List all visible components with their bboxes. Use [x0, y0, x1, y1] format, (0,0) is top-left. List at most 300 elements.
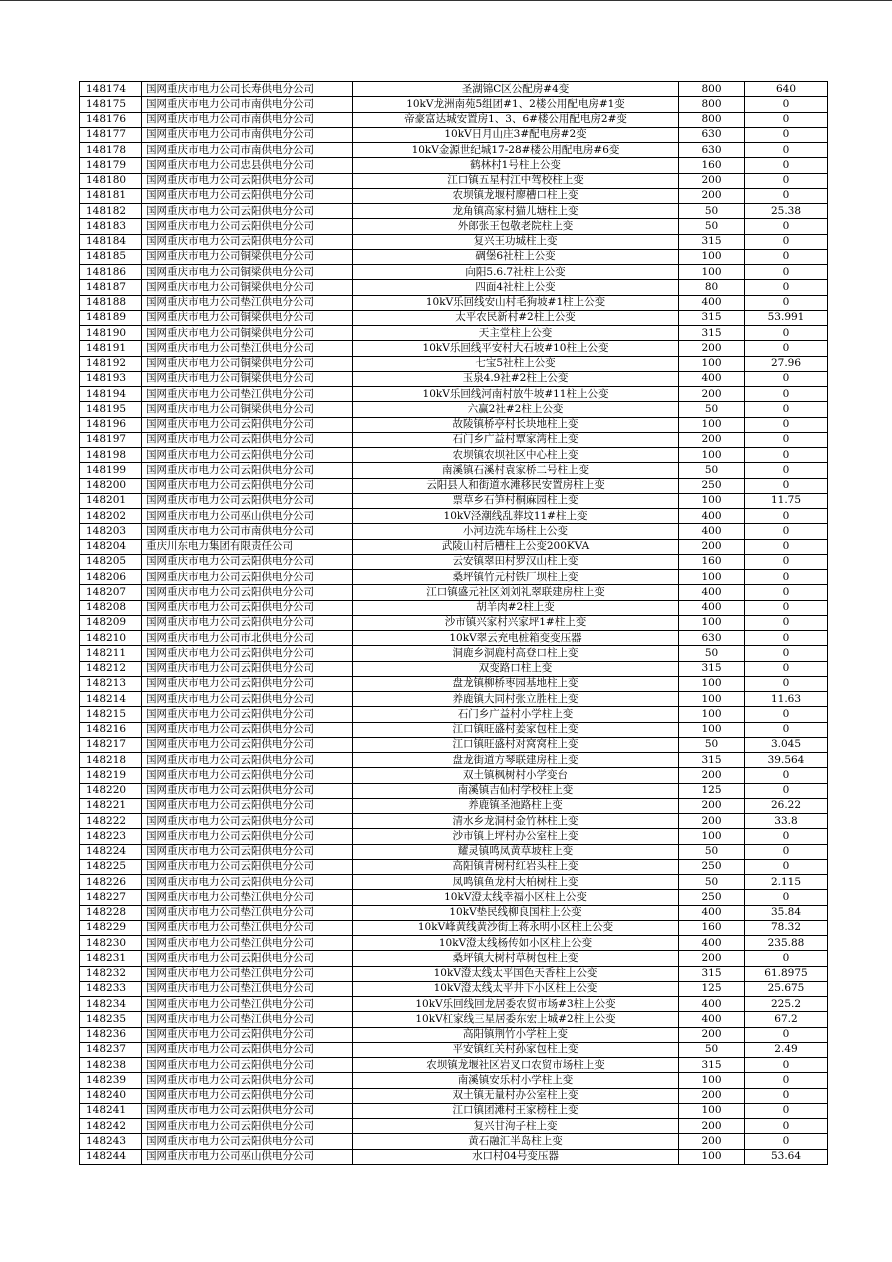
transformer-name-cell: 清水乡龙洞村金竹林柱上变	[353, 814, 679, 829]
value-cell: 0	[745, 341, 828, 356]
capacity-cell: 50	[679, 402, 745, 417]
capacity-cell: 50	[679, 844, 745, 859]
value-cell: 0	[745, 265, 828, 280]
table-row	[80, 768, 828, 783]
transformer-name-cell: 盘龙镇柳桥枣园基地柱上变	[353, 676, 679, 691]
value-cell: 0	[745, 722, 828, 737]
row-id-cell: 148233	[80, 981, 142, 996]
capacity-cell: 400	[679, 936, 745, 951]
value-cell: 0	[745, 829, 828, 844]
org-name-cell: 国网重庆市电力公司云阳供电分公司	[142, 646, 353, 661]
row-id-cell: 148200	[80, 478, 142, 493]
row-id-cell: 148175	[80, 97, 142, 112]
value-cell: 0	[745, 1027, 828, 1042]
row-id-cell: 148195	[80, 402, 142, 417]
transformer-name-cell: 江口镇盛元社区刘刘礼翠联建房柱上变	[353, 585, 679, 600]
org-name-cell: 国网重庆市电力公司市南供电分公司	[142, 127, 353, 142]
table-row	[80, 585, 828, 600]
transformer-name-cell: 龙角镇高家村猫儿塘柱上变	[353, 204, 679, 219]
org-name-cell: 国网重庆市电力公司铜梁供电分公司	[142, 326, 353, 341]
transformer-name-cell: 石门乡广益村覃家湾柱上变	[353, 432, 679, 447]
transformer-name-cell: 双土镇枫树村小学变台	[353, 768, 679, 783]
row-id-cell: 148212	[80, 661, 142, 676]
transformer-name-cell: 小河边洗车场柱上公变	[353, 524, 679, 539]
capacity-cell: 100	[679, 676, 745, 691]
capacity-cell: 400	[679, 524, 745, 539]
capacity-cell: 50	[679, 875, 745, 890]
org-name-cell: 国网重庆市电力公司垫江供电分公司	[142, 981, 353, 996]
org-name-cell: 国网重庆市电力公司云阳供电分公司	[142, 692, 353, 707]
value-cell: 0	[745, 615, 828, 630]
row-id-cell: 148244	[80, 1149, 142, 1164]
value-cell: 0	[745, 951, 828, 966]
transformer-name-cell: 帝豪富达城安置房1、3、6#楼公用配电房2#变	[353, 112, 679, 127]
capacity-cell: 100	[679, 829, 745, 844]
table-row	[80, 600, 828, 615]
org-name-cell: 国网重庆市电力公司云阳供电分公司	[142, 753, 353, 768]
capacity-cell: 100	[679, 615, 745, 630]
row-id-cell: 148202	[80, 509, 142, 524]
row-id-cell: 148180	[80, 173, 142, 188]
transformer-name-cell: 复兴王功城柱上变	[353, 234, 679, 249]
row-id-cell: 148216	[80, 722, 142, 737]
capacity-cell: 200	[679, 814, 745, 829]
value-cell: 0	[745, 371, 828, 386]
table-row	[80, 478, 828, 493]
org-name-cell: 国网重庆市电力公司垫江供电分公司	[142, 997, 353, 1012]
value-cell: 0	[745, 676, 828, 691]
org-name-cell: 国网重庆市电力公司云阳供电分公司	[142, 783, 353, 798]
table-row	[80, 753, 828, 768]
transformer-name-cell: 凤鸣镇鱼龙村大柏树柱上变	[353, 875, 679, 890]
capacity-cell: 50	[679, 204, 745, 219]
org-name-cell: 国网重庆市电力公司云阳供电分公司	[142, 829, 353, 844]
capacity-cell: 100	[679, 493, 745, 508]
value-cell: 0	[745, 478, 828, 493]
capacity-cell: 160	[679, 920, 745, 935]
transformer-name-cell: 票草乡石笋村桐麻园柱上变	[353, 493, 679, 508]
transformer-name-cell: 水口村04号变压器	[353, 1149, 679, 1164]
org-name-cell: 国网重庆市电力公司垫江供电分公司	[142, 387, 353, 402]
transformer-name-cell: 南溪镇吉仙村学校柱上变	[353, 783, 679, 798]
row-id-cell: 148199	[80, 463, 142, 478]
value-cell: 0	[745, 326, 828, 341]
row-id-cell: 148208	[80, 600, 142, 615]
row-id-cell: 148188	[80, 295, 142, 310]
org-name-cell: 国网重庆市电力公司云阳供电分公司	[142, 951, 353, 966]
transformer-name-cell: 胡羊肉#2柱上变	[353, 600, 679, 615]
page-top-rule	[0, 0, 892, 1]
capacity-cell: 400	[679, 600, 745, 615]
transformer-name-cell: 天主堂柱上公变	[353, 326, 679, 341]
value-cell: 0	[745, 448, 828, 463]
org-name-cell: 国网重庆市电力公司云阳供电分公司	[142, 432, 353, 447]
capacity-cell: 800	[679, 82, 745, 97]
transformer-name-cell: 六赢2社#2柱上公变	[353, 402, 679, 417]
row-id-cell: 148224	[80, 844, 142, 859]
capacity-cell: 315	[679, 310, 745, 325]
transformer-name-cell: 云阳县人和街道水滩移民安置房柱上变	[353, 478, 679, 493]
row-id-cell: 148206	[80, 570, 142, 585]
org-name-cell: 国网重庆市电力公司云阳供电分公司	[142, 722, 353, 737]
table-row	[80, 1058, 828, 1073]
value-cell: 0	[745, 219, 828, 234]
table-row	[80, 798, 828, 813]
row-id-cell: 148229	[80, 920, 142, 935]
value-cell: 61.8975	[745, 966, 828, 981]
row-id-cell: 148198	[80, 448, 142, 463]
value-cell: 640	[745, 82, 828, 97]
row-id-cell: 148235	[80, 1012, 142, 1027]
value-cell: 0	[745, 646, 828, 661]
transformer-name-cell: 复兴甘泃子柱上变	[353, 1119, 679, 1134]
capacity-cell: 800	[679, 97, 745, 112]
row-id-cell: 148214	[80, 692, 142, 707]
transformer-name-cell: 向阳5.6.7社柱上公变	[353, 265, 679, 280]
value-cell: 0	[745, 1119, 828, 1134]
org-name-cell: 国网重庆市电力公司垫江供电分公司	[142, 890, 353, 905]
capacity-cell: 400	[679, 585, 745, 600]
transformer-name-cell: 故陵镇桥亭村长块地柱上变	[353, 417, 679, 432]
capacity-cell: 50	[679, 463, 745, 478]
value-cell: 25.38	[745, 204, 828, 219]
transformer-name-cell: 10kV澄太线太平井下小区柱上公变	[353, 981, 679, 996]
row-id-cell: 148240	[80, 1088, 142, 1103]
transformer-name-cell: 10kV乐回线平安村大石坡#10柱上公变	[353, 341, 679, 356]
capacity-cell: 160	[679, 158, 745, 173]
value-cell: 0	[745, 1088, 828, 1103]
capacity-cell: 250	[679, 890, 745, 905]
row-id-cell: 148179	[80, 158, 142, 173]
transformer-name-cell: 耀灵镇鸣凤黄草坡柱上变	[353, 844, 679, 859]
capacity-cell: 400	[679, 371, 745, 386]
value-cell: 0	[745, 570, 828, 585]
row-id-cell: 148220	[80, 783, 142, 798]
value-cell: 0	[745, 127, 828, 142]
transformer-name-cell: 云安镇翠田村罗汉山柱上变	[353, 554, 679, 569]
row-id-cell: 148218	[80, 753, 142, 768]
capacity-cell: 315	[679, 753, 745, 768]
transformer-name-cell: 沙市镇上坪村办公室柱上变	[353, 829, 679, 844]
table-row	[80, 204, 828, 219]
transformer-name-cell: 江口镇旺盛村姜家包柱上变	[353, 722, 679, 737]
transformer-name-cell: 盘龙街道方琴联建房柱上变	[353, 753, 679, 768]
transformer-name-cell: 农坝镇农坝社区中心柱上变	[353, 448, 679, 463]
org-name-cell: 国网重庆市电力公司云阳供电分公司	[142, 478, 353, 493]
table-row	[80, 570, 828, 585]
table-row	[80, 844, 828, 859]
row-id-cell: 148205	[80, 554, 142, 569]
transformer-name-cell: 玉泉4.9社#2柱上公变	[353, 371, 679, 386]
value-cell: 0	[745, 234, 828, 249]
row-id-cell: 148174	[80, 82, 142, 97]
row-id-cell: 148207	[80, 585, 142, 600]
org-name-cell: 国网重庆市电力公司云阳供电分公司	[142, 1027, 353, 1042]
value-cell: 53.64	[745, 1149, 828, 1164]
table-row	[80, 1103, 828, 1118]
value-cell: 0	[745, 600, 828, 615]
table-row	[80, 493, 828, 508]
org-name-cell: 国网重庆市电力公司云阳供电分公司	[142, 814, 353, 829]
org-name-cell: 国网重庆市电力公司市南供电分公司	[142, 97, 353, 112]
row-id-cell: 148234	[80, 997, 142, 1012]
transformer-name-cell: 太平农民新村#2柱上公变	[353, 310, 679, 325]
value-cell: 0	[745, 1058, 828, 1073]
value-cell: 27.96	[745, 356, 828, 371]
value-cell: 0	[745, 509, 828, 524]
capacity-cell: 200	[679, 768, 745, 783]
capacity-cell: 630	[679, 127, 745, 142]
value-cell: 11.63	[745, 692, 828, 707]
value-cell: 0	[745, 158, 828, 173]
table-row	[80, 737, 828, 752]
capacity-cell: 100	[679, 1103, 745, 1118]
transformer-name-cell: 鹤林村1号柱上公变	[353, 158, 679, 173]
row-id-cell: 148191	[80, 341, 142, 356]
transformer-name-cell: 武陵山村后槽柱上公变200KVA	[353, 539, 679, 554]
org-name-cell: 国网重庆市电力公司云阳供电分公司	[142, 1088, 353, 1103]
capacity-cell: 315	[679, 326, 745, 341]
table-row	[80, 631, 828, 646]
row-id-cell: 148225	[80, 859, 142, 874]
table-row	[80, 722, 828, 737]
table-row	[80, 463, 828, 478]
capacity-cell: 100	[679, 356, 745, 371]
row-id-cell: 148238	[80, 1058, 142, 1073]
transformer-name-cell: 碉堡6社柱上公变	[353, 249, 679, 264]
org-name-cell: 国网重庆市电力公司云阳供电分公司	[142, 737, 353, 752]
table-row	[80, 143, 828, 158]
table-row	[80, 173, 828, 188]
transformer-name-cell: 10kV乐回线安山村毛狗坡#1柱上公变	[353, 295, 679, 310]
transformer-name-cell: 双土镇无量村办公室柱上变	[353, 1088, 679, 1103]
org-name-cell: 国网重庆市电力公司市北供电分公司	[142, 631, 353, 646]
value-cell: 0	[745, 631, 828, 646]
value-cell: 0	[745, 768, 828, 783]
transformer-name-cell: 10kV泾潮线乱葬坟11#柱上变	[353, 509, 679, 524]
transformer-name-cell: 四面4社柱上公变	[353, 280, 679, 295]
transformer-name-cell: 10kV澄太线幸福小区柱上公变	[353, 890, 679, 905]
row-id-cell: 148187	[80, 280, 142, 295]
capacity-cell: 400	[679, 295, 745, 310]
row-id-cell: 148219	[80, 768, 142, 783]
table-row	[80, 1088, 828, 1103]
row-id-cell: 148227	[80, 890, 142, 905]
capacity-cell: 50	[679, 1042, 745, 1057]
value-cell: 0	[745, 585, 828, 600]
value-cell: 2.49	[745, 1042, 828, 1057]
row-id-cell: 148209	[80, 615, 142, 630]
row-id-cell: 148196	[80, 417, 142, 432]
capacity-cell: 400	[679, 997, 745, 1012]
table-row	[80, 554, 828, 569]
capacity-cell: 200	[679, 341, 745, 356]
value-cell: 0	[745, 417, 828, 432]
value-cell: 0	[745, 402, 828, 417]
org-name-cell: 国网重庆市电力公司云阳供电分公司	[142, 417, 353, 432]
value-cell: 0	[745, 1134, 828, 1149]
capacity-cell: 400	[679, 905, 745, 920]
capacity-cell: 125	[679, 783, 745, 798]
capacity-cell: 400	[679, 509, 745, 524]
transformer-name-cell: 沙市镇兴家村兴家坪1#柱上变	[353, 615, 679, 630]
capacity-cell: 200	[679, 1027, 745, 1042]
transformer-table	[79, 81, 828, 1165]
row-id-cell: 148237	[80, 1042, 142, 1057]
value-cell: 35.84	[745, 905, 828, 920]
transformer-name-cell: 养鹿镇大同村张立胜柱上变	[353, 692, 679, 707]
row-id-cell: 148215	[80, 707, 142, 722]
transformer-name-cell: 10kV日月山庄3#配电房#2变	[353, 127, 679, 142]
transformer-name-cell: 10kV翠云充电桩箱变变压器	[353, 631, 679, 646]
row-id-cell: 148217	[80, 737, 142, 752]
row-id-cell: 148197	[80, 432, 142, 447]
row-id-cell: 148183	[80, 219, 142, 234]
row-id-cell: 148239	[80, 1073, 142, 1088]
table-row	[80, 783, 828, 798]
table-row	[80, 936, 828, 951]
transformer-name-cell: 南溪镇安乐村小学柱上变	[353, 1073, 679, 1088]
transformer-name-cell: 七宝5社柱上公变	[353, 356, 679, 371]
value-cell: 0	[745, 112, 828, 127]
table-row	[80, 676, 828, 691]
table-row	[80, 615, 828, 630]
table-row	[80, 188, 828, 203]
transformer-name-cell: 外郎张王包敬老院柱上变	[353, 219, 679, 234]
transformer-name-cell: 10kV金源世纪城17-28#楼公用配电房#6变	[353, 143, 679, 158]
org-name-cell: 国网重庆市电力公司铜梁供电分公司	[142, 265, 353, 280]
org-name-cell: 国网重庆市电力公司云阳供电分公司	[142, 234, 353, 249]
org-name-cell: 国网重庆市电力公司云阳供电分公司	[142, 859, 353, 874]
value-cell: 0	[745, 249, 828, 264]
org-name-cell: 国网重庆市电力公司巫山供电分公司	[142, 1149, 353, 1164]
capacity-cell: 200	[679, 173, 745, 188]
org-name-cell: 国网重庆市电力公司市南供电分公司	[142, 112, 353, 127]
row-id-cell: 148221	[80, 798, 142, 813]
table-row	[80, 661, 828, 676]
value-cell: 3.045	[745, 737, 828, 752]
row-id-cell: 148211	[80, 646, 142, 661]
value-cell: 0	[745, 387, 828, 402]
capacity-cell: 50	[679, 646, 745, 661]
row-id-cell: 148177	[80, 127, 142, 142]
capacity-cell: 100	[679, 570, 745, 585]
transformer-name-cell: 10kV垫民线柳良国柱上公变	[353, 905, 679, 920]
table-row	[80, 859, 828, 874]
value-cell: 78.32	[745, 920, 828, 935]
org-name-cell: 国网重庆市电力公司长寿供电分公司	[142, 82, 353, 97]
table-row	[80, 295, 828, 310]
capacity-cell: 400	[679, 1012, 745, 1027]
capacity-cell: 100	[679, 249, 745, 264]
row-id-cell: 148232	[80, 966, 142, 981]
org-name-cell: 国网重庆市电力公司云阳供电分公司	[142, 204, 353, 219]
table-row	[80, 280, 828, 295]
capacity-cell: 200	[679, 1119, 745, 1134]
table-row	[80, 814, 828, 829]
capacity-cell: 200	[679, 188, 745, 203]
table-row	[80, 1027, 828, 1042]
value-cell: 0	[745, 295, 828, 310]
row-id-cell: 148226	[80, 875, 142, 890]
capacity-cell: 100	[679, 692, 745, 707]
transformer-name-cell: 农坝镇龙堰村廖槽口柱上变	[353, 188, 679, 203]
capacity-cell: 200	[679, 798, 745, 813]
capacity-cell: 200	[679, 539, 745, 554]
capacity-cell: 200	[679, 1134, 745, 1149]
org-name-cell: 国网重庆市电力公司云阳供电分公司	[142, 676, 353, 691]
transformer-name-cell: 10kV乐回线河南村放牛坡#11柱上公变	[353, 387, 679, 402]
transformer-name-cell: 养鹿镇圣池路柱上变	[353, 798, 679, 813]
org-name-cell: 国网重庆市电力公司垫江供电分公司	[142, 966, 353, 981]
capacity-cell: 250	[679, 478, 745, 493]
transformer-name-cell: 江口镇旺盛村对窝窝柱上变	[353, 737, 679, 752]
row-id-cell: 148204	[80, 539, 142, 554]
table-row	[80, 920, 828, 935]
table-row	[80, 905, 828, 920]
row-id-cell: 148186	[80, 265, 142, 280]
table-row	[80, 997, 828, 1012]
transformer-name-cell: 桑坪镇大树村草树包柱上变	[353, 951, 679, 966]
table-row	[80, 1042, 828, 1057]
row-id-cell: 148228	[80, 905, 142, 920]
capacity-cell: 100	[679, 707, 745, 722]
capacity-cell: 100	[679, 417, 745, 432]
org-name-cell: 国网重庆市电力公司云阳供电分公司	[142, 768, 353, 783]
row-id-cell: 148178	[80, 143, 142, 158]
value-cell: 235.88	[745, 936, 828, 951]
value-cell: 0	[745, 707, 828, 722]
value-cell: 11.75	[745, 493, 828, 508]
value-cell: 0	[745, 1103, 828, 1118]
value-cell: 53.991	[745, 310, 828, 325]
table-row	[80, 646, 828, 661]
table-row	[80, 890, 828, 905]
org-name-cell: 国网重庆市电力公司云阳供电分公司	[142, 798, 353, 813]
org-name-cell: 国网重庆市电力公司云阳供电分公司	[142, 1042, 353, 1057]
capacity-cell: 315	[679, 661, 745, 676]
org-name-cell: 国网重庆市电力公司云阳供电分公司	[142, 463, 353, 478]
transformer-name-cell: 桑坪镇竹元村铁厂坝柱上变	[353, 570, 679, 585]
org-name-cell: 国网重庆市电力公司云阳供电分公司	[142, 448, 353, 463]
org-name-cell: 国网重庆市电力公司云阳供电分公司	[142, 1103, 353, 1118]
org-name-cell: 国网重庆市电力公司云阳供电分公司	[142, 600, 353, 615]
row-id-cell: 148231	[80, 951, 142, 966]
table-row	[80, 127, 828, 142]
row-id-cell: 148201	[80, 493, 142, 508]
transformer-name-cell: 双变路口柱上变	[353, 661, 679, 676]
row-id-cell: 148213	[80, 676, 142, 691]
row-id-cell: 148236	[80, 1027, 142, 1042]
table-row	[80, 112, 828, 127]
transformer-name-cell: 10kV澄太线杨传如小区柱上公变	[353, 936, 679, 951]
row-id-cell: 148189	[80, 310, 142, 325]
org-name-cell: 重庆川东电力集团有限责任公司	[142, 539, 353, 554]
table-row	[80, 219, 828, 234]
transformer-name-cell: 10kV峰黄线黄沙街上蒋永明小区柱上公变	[353, 920, 679, 935]
table-row	[80, 875, 828, 890]
transformer-name-cell: 10kV澄太线太平国色天香柱上公变	[353, 966, 679, 981]
transformer-name-cell: 10kV乐回线回龙居委农贸市场#3柱上公变	[353, 997, 679, 1012]
table-row	[80, 1012, 828, 1027]
capacity-cell: 50	[679, 737, 745, 752]
table-row	[80, 341, 828, 356]
table-row	[80, 326, 828, 341]
org-name-cell: 国网重庆市电力公司垫江供电分公司	[142, 295, 353, 310]
value-cell: 39.564	[745, 753, 828, 768]
table-row	[80, 448, 828, 463]
org-name-cell: 国网重庆市电力公司云阳供电分公司	[142, 585, 353, 600]
